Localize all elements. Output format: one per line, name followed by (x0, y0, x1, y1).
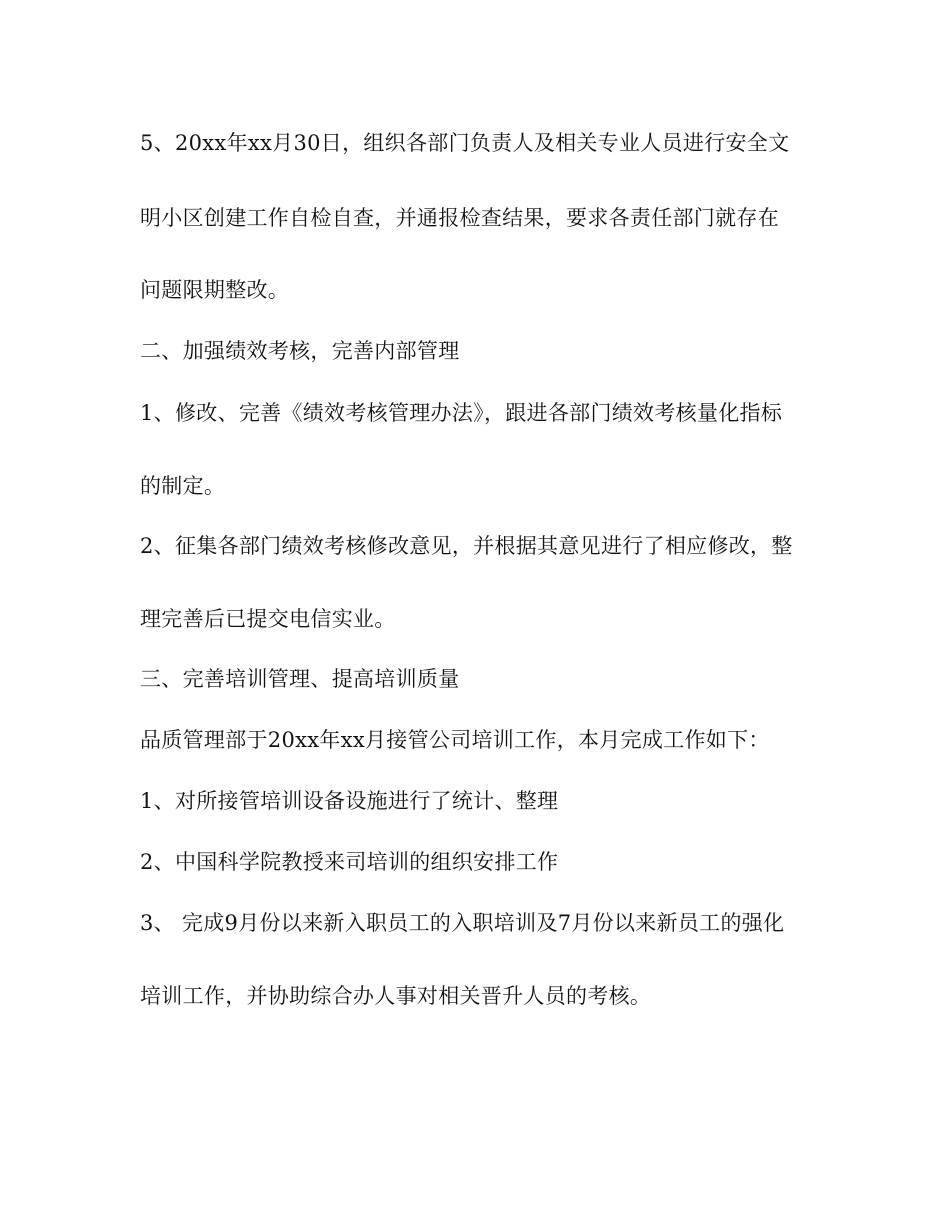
paragraph-line: 理完善后已提交电信实业。 (140, 607, 396, 631)
section-heading: 二、加强绩效考核，完善内部管理 (140, 339, 460, 363)
list-item: 2、中国科学院教授来司培训的组织安排工作 (140, 850, 559, 874)
section-heading: 三、完善培训管理、提高培训质量 (140, 667, 460, 691)
list-item: 1、对所接管培训设备设施进行了统计、整理 (140, 789, 559, 813)
paragraph-line: 品质管理部于20xx年xx月接管公司培训工作，本月完成工作如下： (140, 728, 770, 752)
paragraph-line: 2、征集各部门绩效考核修改意见，并根据其意见进行了相应修改，整 (140, 534, 793, 558)
paragraph-line: 问题限期整改。 (140, 278, 290, 302)
list-item: 3、 完成9月份以来新入职员工的入职培训及7月份以来新员工的强化 (140, 911, 785, 935)
paragraph-line: 的制定。 (140, 474, 226, 498)
paragraph-line: 明小区创建工作自检自查，并通报检查结果，要求各责任部门就存在 (140, 206, 779, 230)
paragraph-line: 1、修改、完善《绩效考核管理办法》，跟进各部门绩效考核量化指标 (140, 401, 783, 425)
paragraph-line: 培训工作，并协助综合办人事对相关晋升人员的考核。 (140, 984, 652, 1008)
paragraph-line: 5、20xx年xx月30日，组织各部门负责人及相关专业人员进行安全文 (140, 131, 790, 155)
